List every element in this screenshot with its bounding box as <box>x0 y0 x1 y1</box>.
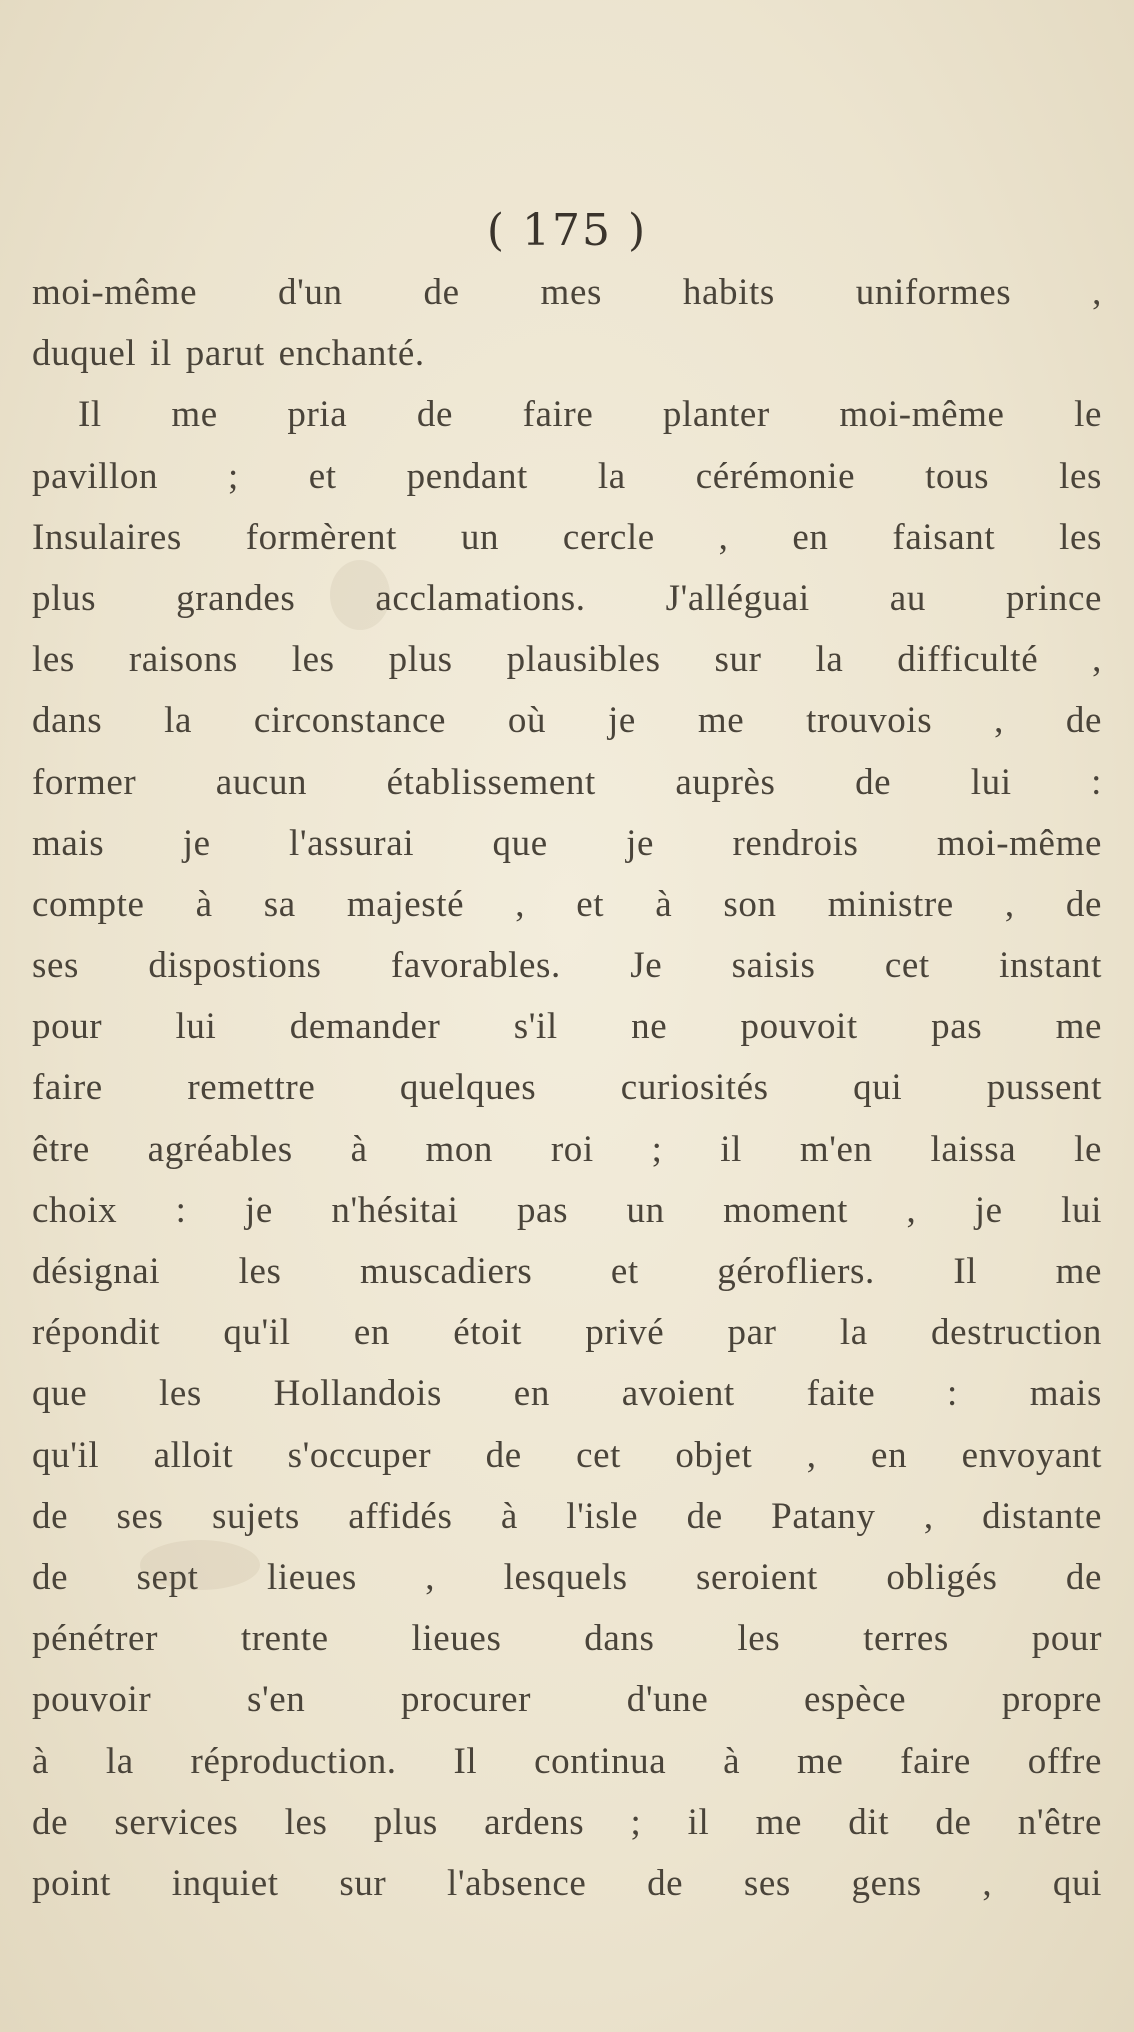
body-text <box>32 262 1102 1914</box>
text-line: de sept lieues , lesquels seroient obligés de <box>32 1556 1102 1598</box>
text-line: de ses sujets affidés à l'isle de Patany , distante <box>32 1495 1102 1537</box>
text-line: les raisons les plus plausibles sur la difficulté , <box>32 639 1102 681</box>
text-line: désignai les muscadiers et gérofliers. Il me <box>32 1251 1102 1292</box>
text-line: qu'il alloit s'occuper de cet objet , en envoyant <box>32 1434 1102 1476</box>
text-line: pour lui demander s'il ne pouvoit pas me <box>32 1006 1102 1048</box>
text-line: Insulaires formèrent un cercle , en faisant les <box>32 516 1102 558</box>
text-line: être agréables à mon roi ; il m'en laissa le <box>32 1128 1102 1170</box>
text-line: Il me pria de faire planter moi-même le <box>78 394 1102 436</box>
text-line: répondit qu'il en étoit privé par la destruction <box>32 1312 1102 1354</box>
text-line: que les Hollandois en avoient faite : mais <box>32 1373 1102 1415</box>
text-line: compte à sa majesté , et à son ministre , de <box>32 883 1102 925</box>
text-line: pouvoir s'en procurer d'une espèce propre <box>32 1679 1102 1721</box>
text-line: former aucun établissement auprès de lui : <box>32 761 1102 803</box>
text-line: faire remettre quelques curiosités qui pussent <box>32 1067 1102 1109</box>
text-line: à la réproduction. Il continua à me faire offre <box>32 1740 1102 1782</box>
text-line: pénétrer trente lieues dans les terres pour <box>32 1618 1102 1660</box>
text-line: ses dispostions favorables. Je saisis cet instant <box>32 945 1102 987</box>
text-line: mais je l'assurai que je rendrois moi-même <box>32 822 1102 864</box>
text-line: dans la circonstance où je me trouvois , de <box>32 700 1102 742</box>
text-line: duquel il parut enchanté. <box>32 333 425 375</box>
text-line: moi-même d'un de mes habits uniformes , <box>32 272 1102 313</box>
text-line: plus grandes acclamations. J'alléguai au prince <box>32 577 1102 619</box>
text-line: point inquiet sur l'absence de ses gens , qui <box>32 1862 1102 1904</box>
page-number: ( 175 ) <box>486 205 648 256</box>
text-line: choix : je n'hésitai pas un moment , je lui <box>32 1189 1102 1231</box>
text-line: pavillon ; et pendant la cérémonie tous les <box>32 455 1102 497</box>
text-line: de services les plus ardens ; il me dit de n'être <box>32 1801 1102 1843</box>
